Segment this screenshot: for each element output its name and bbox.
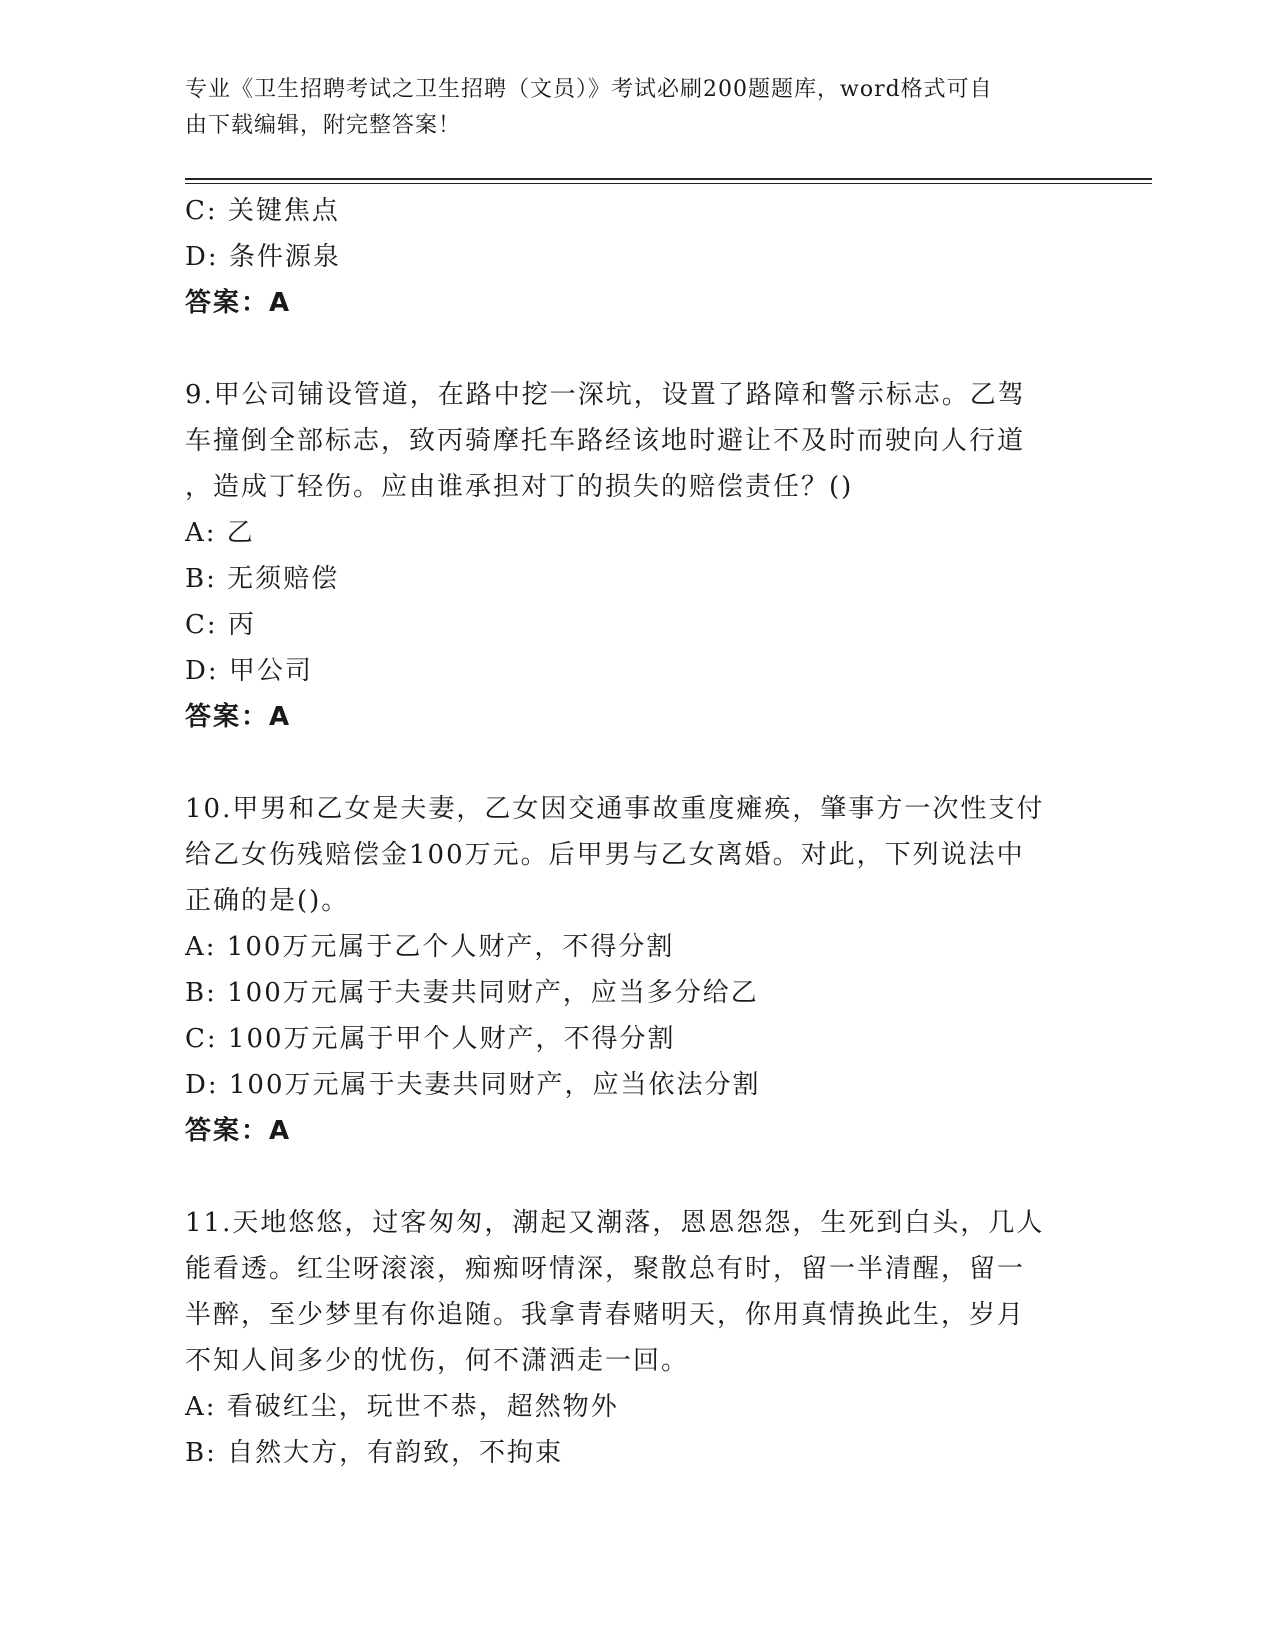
spacer [185, 1154, 1085, 1200]
header-divider-thick [185, 178, 1152, 180]
header-divider-thin [185, 183, 1152, 184]
q9-option-b: B: 无须赔偿 [185, 564, 340, 594]
q10-option-a: A: 100万元属于乙个人财产，不得分割 [185, 932, 675, 962]
header-line-2: 由下载编辑，附完整答案！ [185, 113, 462, 138]
q9-stem-line-2: 车撞倒全部标志，致丙骑摩托车路经该地时避让不及时而驶向人行道 [185, 426, 1026, 456]
spacer [185, 740, 1085, 786]
q9-stem-line-3: ，造成丁轻伤。应由谁承担对丁的损失的赔偿责任？() [185, 472, 854, 502]
q9-stem-line-1: 9.甲公司铺设管道，在路中挖一深坑，设置了路障和警示标志。乙驾 [185, 380, 1026, 410]
document-header [185, 72, 1065, 144]
q11-stem-line-4: 不知人间多少的忧伤，何不潇洒走一回。 [185, 1346, 690, 1376]
q9-answer: 答案：A [185, 702, 292, 732]
q11-option-b: B: 自然大方，有韵致，不拘束 [185, 1438, 564, 1468]
q9-option-c: C: 丙 [185, 610, 256, 640]
question-content [185, 188, 1085, 1476]
q10-option-c: C: 100万元属于甲个人财产，不得分割 [185, 1024, 676, 1054]
q11-stem-line-1: 11.天地悠悠，过客匆匆，潮起又潮落，恩恩怨怨，生死到白头，几人 [185, 1208, 1045, 1238]
q8-option-c: C: 关键焦点 [185, 196, 340, 226]
q9-option-d: D: 甲公司 [185, 656, 313, 686]
header-line-1: 专业《卫生招聘考试之卫生招聘（文员）》考试必刷200题题库，word格式可自 [185, 77, 993, 102]
q10-option-b: B: 100万元属于夫妻共同财产，应当多分给乙 [185, 978, 759, 1008]
q11-stem-line-2: 能看透。红尘呀滚滚，痴痴呀情深，聚散总有时，留一半清醒，留一 [185, 1254, 1026, 1284]
q9-option-a: A: 乙 [185, 518, 255, 548]
q10-stem-line-1: 10.甲男和乙女是夫妻，乙女因交通事故重度瘫痪，肇事方一次性支付 [185, 794, 1045, 824]
q10-answer: 答案：A [185, 1116, 292, 1146]
q11-stem-line-3: 半醉，至少梦里有你追随。我拿青春赌明天，你用真情换此生，岁月 [185, 1300, 1026, 1330]
q11-option-a: A: 看破红尘，玩世不恭，超然物外 [185, 1392, 619, 1422]
q10-stem-line-3: 正确的是()。 [185, 886, 350, 916]
q8-answer: 答案：A [185, 288, 292, 318]
spacer [185, 326, 1085, 372]
q10-option-d: D: 100万元属于夫妻共同财产，应当依法分割 [185, 1070, 761, 1100]
q10-stem-line-2: 给乙女伤残赔偿金100万元。后甲男与乙女离婚。对此，下列说法中 [185, 840, 1025, 870]
q8-option-d: D: 条件源泉 [185, 242, 341, 272]
